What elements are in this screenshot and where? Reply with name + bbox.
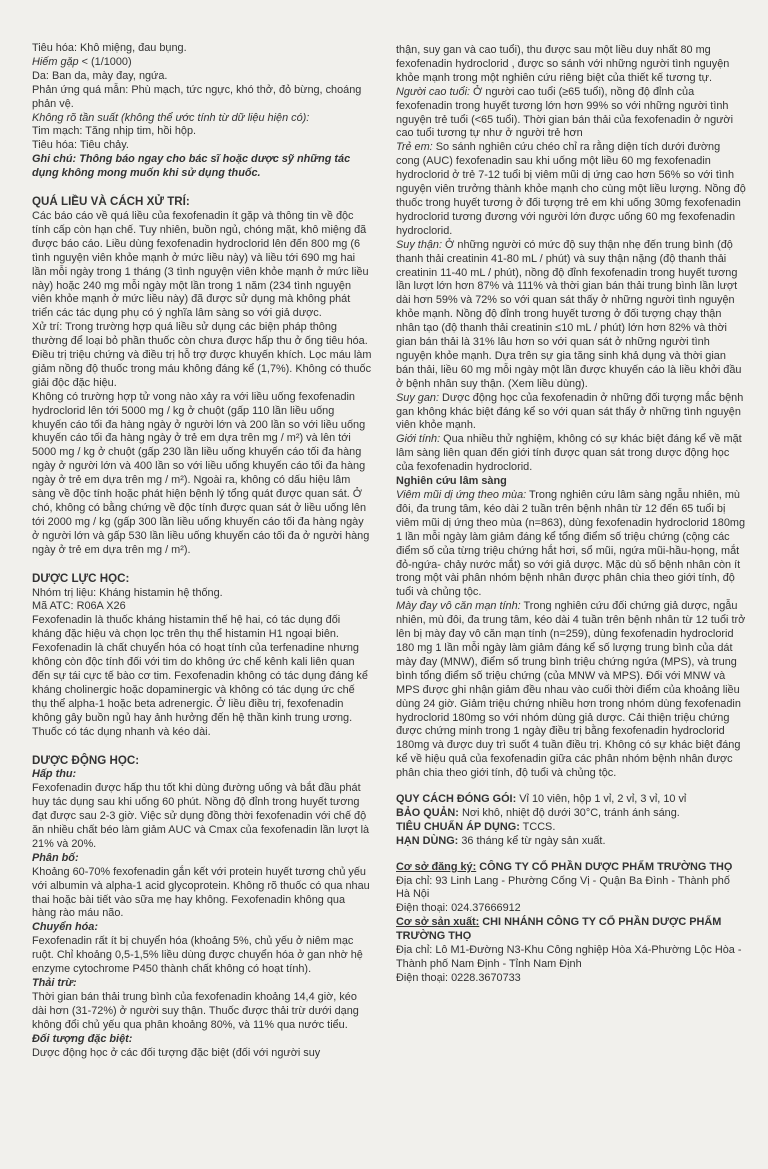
pharmacodynamics-paragraph: Fexofenadin là thuốc kháng histamin thế hệ hai, có tác dụng đối kháng đặc hiệu và chọn lọc trên thụ thể histamin H1 ngoại biên. Fexofenadin là chất chuyển hóa có hoạt tính của terfenadine nhưng không còn độc tính đối với tim do không ức chế kênh kali liên quan đến sự tái cực tế bào cơ tim. Fexofenadin không có tác dụng đáng kể kháng cholinergic hoặc dopaminergic và không có tác dụng ức chế thụ thể alpha-1 hoặc beta adrenergic. Ở liều điều trị, fexofenadin không gây buồn ngủ hay ảnh hưởng đến hệ thần kinh trung ương. Thuốc có tác dụng nhanh và kéo dài.: [32, 614, 368, 738]
therapeutic-group: Nhóm trị liệu: Kháng histamin hệ thống.: [32, 586, 223, 599]
distribution-heading: Phân bố:: [32, 851, 79, 864]
elimination-heading: Thải trừ:: [32, 977, 77, 989]
overdose-animal-data: Không có trường hợp tử vong nào xảy ra với liều uống fexofenadin hydroclorid lên tới 5000 mg / kg ở chuột (gấp 110 lần liều uống khuyến cáo tối đa hàng ngày ở người lớn và 200 lần so với liều uống khuyến cáo tối đa hàng ngày ở trẻ em dựa trên mg / m²) và lên tới 5000 mg / kg ở chuột (gấp 230 lần liều uống khuyến cáo tối đa hàng ngày ở người lớn và 400 lần so với liều uống khuyến cáo tối đa hàng ngày ở trẻ em dựa trên mg / m²). Ngoài ra, không có dấu hiệu lâm sàng về độc tính hoặc phát hiện bệnh lý tổng quát được quan sát. Ở chó, không có bằng chứng về độc tính được quan sát ở liều uống lên tới 2000 mg / kg (gấp 300 lần liều uống khuyến cáo tối đa hàng ngày ở người lớn và gấp 530 lần liều uống khuyến cáo tối đa ở người hàng ngày ở trẻ em dựa trên mg / m²).: [32, 390, 370, 556]
overdose-heading: QUÁ LIỀU VÀ CÁCH XỬ TRÍ:: [32, 195, 190, 209]
manufacturer-phone: Điện thoại: 0228.3670733: [396, 971, 521, 984]
side-effect-line: Không rõ tần suất (không thể ước tính từ dữ liệu hiện có):: [32, 111, 310, 124]
manufacturer-line: Cơ sở sản xuất: CHI NHÁNH CÔNG TY CỔ PHẦN DƯỢC PHẨM TRƯỜNG THỌ: [396, 916, 722, 943]
special-populations-heading: Đối tượng đặc biệt:: [32, 1032, 133, 1045]
overdose-treatment: Xử trí: Trong trường hợp quá liều sử dụng các biện pháp thông thường để loại bỏ phần thuốc còn chưa được hấp thu ở ống tiêu hóa. Điều trị triệu chứng và điều trị hỗ trợ được khuyến khích. Lọc máu làm giảm nồng độ thuốc trong máu không đáng kể (1,7%). Không có thuốc giải độc đặc hiệu.: [32, 321, 372, 389]
renal-label: Suy thận:: [396, 238, 443, 251]
hepatic-label: Suy gan:: [396, 391, 439, 404]
side-effect-line: Tim mạch: Tăng nhịp tim, hồi hộp.: [32, 125, 197, 138]
pharmacokinetics-heading: DƯỢC ĐỘNG HỌC:: [32, 753, 140, 767]
metabolism-paragraph: Fexofenadin rất ít bị chuyển hóa (khoảng 5%, chủ yếu ở niêm mạc ruột. Chỉ khoảng 0,5-1,5% liều dùng được chuyển hóa ở gan nhờ hệ enzyme cytochrome P450 thành chất không có hoạt tính).: [32, 935, 363, 976]
rhinitis-label: Viêm mũi dị ứng theo mùa:: [396, 489, 527, 501]
side-effect-line: Hiếm gặp < (1/1000): [32, 55, 132, 68]
urticaria-label: Mày đay vô căn mạn tính:: [396, 600, 521, 613]
pharmacodynamics-heading: DƯỢC LỰC HỌC:: [32, 571, 130, 585]
elderly-label: Người cao tuổi:: [396, 85, 471, 98]
standard-line: TIÊU CHUẨN ÁP DỤNG: TCCS.: [396, 820, 556, 833]
rhinitis-paragraph: Viêm mũi dị ứng theo mùa: Trong nghiên cứu lâm sàng ngẫu nhiên, mù đôi, đa trung tâm, kéo dài 2 tuần trên bệnh nhân từ 12 đến 65 tuổi bị viêm mũi dị ứng theo mùa (n=863), dùng fexofenadin hydroclorid 180mg 1 lần mỗi ngày làm giảm đáng kể tổng điểm số triệu chứng (cộng các điểm số của từng triệu chứng hắt hơi, sổ mũi, ngứa mũi-hầu-họng, mắt đỏ-ngứa- chảy nước mắt) so với giả dược. Mặc dù số bệnh nhân còn ít trong một vài phân nhóm bệnh nhân được phân chia theo giới tính, độ tuổi và chủng tộc.: [396, 489, 746, 599]
clinical-studies-heading: Nghiên cứu lâm sàng: [396, 475, 507, 488]
special-populations-paragraph: Dược động học ở các đối tượng đặc biệt (đối với người suy: [32, 1046, 321, 1059]
side-effects-note: Ghi chú: Thông báo ngay cho bác sĩ hoặc dược sỹ những tác dụng không mong muốn khi sử dụng thuốc.: [32, 153, 351, 180]
left-column: [32, 42, 372, 1060]
manufacturer-address: Địa chỉ: Lô M1-Đường N3-Khu Công nghiệp Hòa Xá-Phường Lộc Hòa - Thành phố Nam Định - Tỉnh Nam Định: [396, 944, 742, 970]
overdose-paragraph: Các báo cáo về quá liều của fexofenadin ít gặp và thông tin về độc tính cấp còn hạn chế. Tuy nhiên, buồn ngủ, chóng mặt, khô miệng đã được báo cáo. Liều dùng fexofenadin hydroclorid lên đến 800 mg (6 tình nguyện viên khỏe mạnh ở mức liều này) và liều tới 690 mg hai lần mỗi ngày trong 1 tháng (3 tình nguyện viên khỏe mạnh ở mức liều này) hoặc 240 mg mỗi ngày một lần trong 1 năm (234 tình nguyện viên khỏe mạnh ở mức liều này) đã được sử dụng mà không phát triển các tác dụng phụ có ý nghĩa lâm sàng so với giả dược.: [32, 209, 369, 320]
absorption-heading: Hấp thu:: [32, 768, 77, 781]
special-populations-continued: thận, suy gan và cao tuổi), thu được sau một liều duy nhất 80 mg fexofenadin hydroclorid , được so sánh với những người tình nguyện khỏe mạnh trong một nghiên cứu riêng biệt của thiết kế tương tự.: [396, 44, 730, 84]
side-effect-line: Phản ứng quá mẫn: Phù mạch, tức ngực, khó thở, đỏ bừng, choáng phản vệ.: [32, 83, 362, 110]
expiry-line: HẠN DÙNG: 36 tháng kể từ ngày sản xuất.: [396, 834, 606, 847]
registrant-address: Địa chỉ: 93 Linh Lang - Phường Cống Vị - Quận Ba Đình - Thành phố Hà Nội: [396, 874, 730, 901]
absorption-paragraph: Fexofenadin được hấp thu tốt khi dùng đường uống và bắt đầu phát huy tác dụng sau khi uống 60 phút. Nồng độ đỉnh trong huyết tương đạt được sau 2-3 giờ. Việc sử dụng đồng thời fexofenadin với chế độ ăn nhiều chất béo làm giảm AUC và Cmax của fexofenadin lần lượt là 21% và 20%.: [32, 782, 370, 850]
registrant-phone: Điện thoại: 024.37666912: [396, 902, 521, 915]
packaging-line: QUY CÁCH ĐÓNG GÓI: Vỉ 10 viên, hộp 1 vỉ, 2 vỉ, 3 vỉ, 10 vỉ: [396, 793, 687, 806]
side-effect-line: Tiêu hóa: Tiêu chảy.: [32, 139, 129, 152]
children-label: Trẻ em:: [396, 141, 433, 154]
packaging-label: QUY CÁCH ĐÓNG GÓI:: [396, 793, 517, 806]
gender-label: Giới tính:: [396, 433, 441, 446]
expiry-label: HẠN DÙNG:: [396, 834, 459, 847]
storage-label: BẢO QUẢN:: [396, 806, 459, 819]
gender-paragraph: Giới tính: Qua nhiều thử nghiệm, không có sự khác biệt đáng kể về mặt lâm sàng liên quan đến giới tính được quan sát trong dược động học của fexofenadin hydroclorid.: [396, 433, 742, 474]
storage-line: BẢO QUẢN: Nơi khô, nhiệt độ dưới 30°C, tránh ánh sáng.: [396, 806, 680, 819]
registrant-line: Cơ sở đăng ký: CÔNG TY CỔ PHẦN DƯỢC PHẨM TRƯỜNG THỌ: [396, 860, 733, 873]
atc-code: Mã ATC: R06A X26: [32, 600, 126, 613]
standard-label: TIÊU CHUẨN ÁP DỤNG:: [396, 820, 520, 833]
side-effect-line: Da: Ban da, mày đay, ngứa.: [32, 69, 168, 82]
side-effects-list: [32, 42, 372, 181]
hepatic-paragraph: Suy gan: Dược động học của fexofenadin ở những đối tượng mắc bệnh gan không khác biệt đáng kể so với quan sát thấy ở những tình nguyện viên khỏe mạnh.: [396, 391, 744, 432]
elderly-paragraph: Người cao tuổi: Ở người cao tuổi (≥65 tuổi), nồng độ đỉnh của fexofenadin trong huyết tương lớn hơn 99% so với những người tình nguyện trẻ tuổi (<65 tuổi). Thời gian bán thải của fexofenadin ở người cao tuổi tương tự như ở người trẻ hơn: [396, 85, 733, 140]
side-effect-line: Tiêu hóa: Khô miệng, đau bụng.: [32, 42, 187, 54]
urticaria-paragraph: Mày đay vô căn mạn tính: Trong nghiên cứu đối chứng giả dược, ngẫu nhiên, mù đôi, đa trung tâm, kéo dài 4 tuần trên bệnh nhân từ 12 tuổi trở lên bị mày đay vô căn mạn tính (n=259), dùng fexofenadin hydroclorid 180 mg 1 lần mỗi ngày làm giảm đáng kể số lượng trung bình của dát mày đay (MNW), điểm số trung bình triệu chứng ngứa (MPS), và trung bình tổng điểm số triệu chứng (của MNW và MPS). Đối với MNW và MPS được ghi nhận giảm đều nhau vào cuối thời điểm của khoảng liều dùng 24 giờ. Giảm triệu chứng nhiều hơn trong nhóm dùng fexofenadin hydroclorid 180mg so với nhóm dùng giả dược. Cải thiện triệu chứng được chứng minh trong 1 ngày điều trị bằng fexofenadin hydroclorid 180mg và được duy trì suốt 4 tuần điều trị. Không có sự khác biệt đáng kể về hiệu quả của fexofenadin giữa các phân nhóm bệnh nhân được phân chia theo giới tính, độ tuổi và chủng tộc.: [396, 600, 746, 780]
elimination-paragraph: Thời gian bán thải trung bình của fexofenadin khoảng 14,4 giờ, kéo dài hơn (31-72%) ở người suy thận. Thuốc được thải trừ dưới dạng không đổi chủ yếu qua phân khoảng 80%, và 11% qua nước tiểu.: [32, 990, 359, 1031]
right-column: [396, 44, 746, 986]
manufacturer-label: Cơ sở sản xuất:: [396, 916, 480, 929]
metabolism-heading: Chuyển hóa:: [32, 921, 98, 934]
distribution-paragraph: Khoảng 60-70% fexofenadin gắn kết với protein huyết tương chủ yếu với albumin và alpha-1 acid glycoprotein. Không rõ thuốc có qua nhau thai hoặc bài tiết vào sữa mẹ hay không. Fexofenadin không qua hàng rào máu não.: [32, 865, 370, 920]
registrant-label: Cơ sở đăng ký:: [396, 860, 477, 873]
renal-paragraph: Suy thận: Ở những người có mức độ suy thận nhẹ đến trung bình (độ thanh thải creatinin 41-80 mL / phút) và suy thận nặng (độ thanh thải creatinin 11-40 mL / phút), nồng độ đỉnh fexofenadin trong huyết tương lần lượt lớn hơn 87% và 111% và thời gian bán thải trung bình lần lượt dài hơn 59% và 72% so với quan sát thấy ở những người tình nguyện khỏe mạnh. Nồng độ đỉnh trong huyết tương ở đối tượng chạy thận nhân tạo (độ thanh thải creatinin ≤10 mL / phút) lớn hơn 82% và thời gian bán thải là 31% lâu hơn so với quan sát ở những người tình nguyện khỏe mạnh. Dựa trên sự gia tăng sinh khả dụng và thời gian bán thải, liều 60 mg mỗi ngày một lần được khuyến cáo là liều khởi đầu ở bệnh nhân suy thận. (Xem liều dùng).: [396, 238, 742, 390]
children-paragraph: Trẻ em: So sánh nghiên cứu chéo chỉ ra rằng diện tích dưới đường cong (AUC) fexofenadin sau khi uống một liều 60 mg fexofenadin hydroclorid ở trẻ 7-12 tuổi bị viêm mũi dị ứng cao hơn 56% so với tình nguyện viên trưởng thành khỏe mạnh cho cùng một liều lượng. Nồng độ thuốc trong huyết tương ở đối tượng trẻ em khi uống 30mg fexofenadin hydroclorid tương đương với người lớn được uống 60 mg fexofenadin hydroclorid.: [396, 141, 746, 237]
